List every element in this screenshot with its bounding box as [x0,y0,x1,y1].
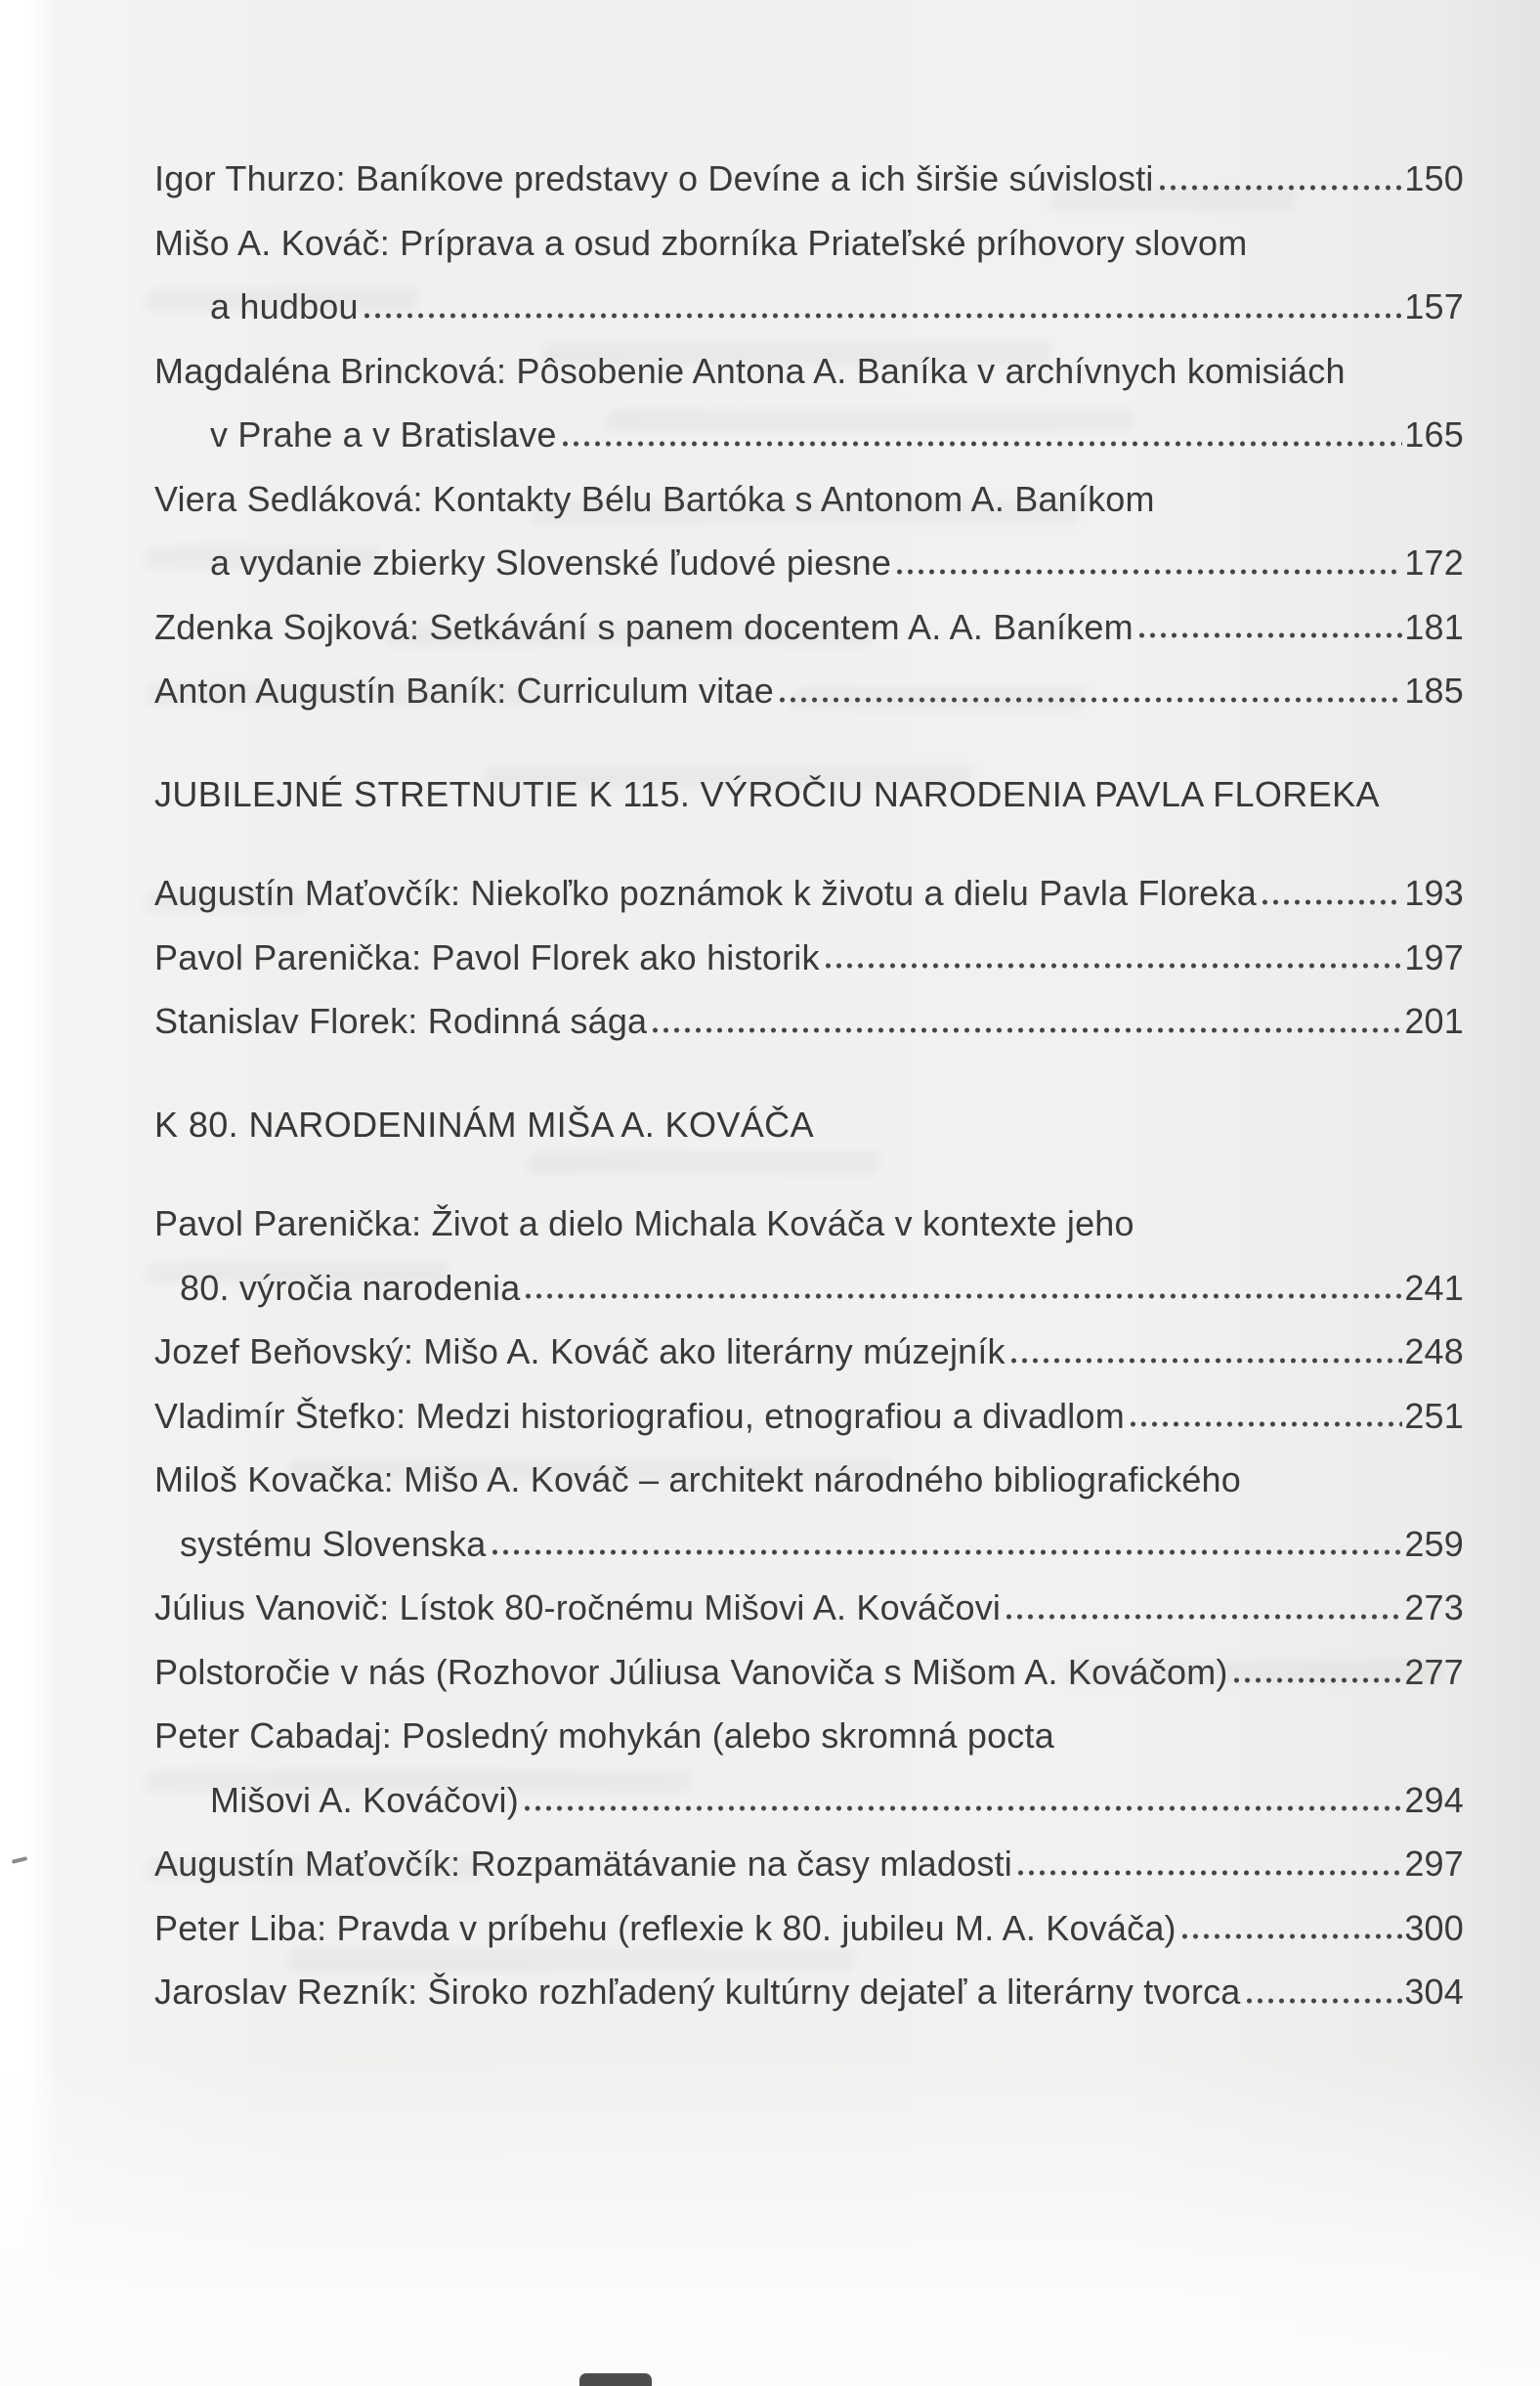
dot-leader [526,1286,1402,1306]
entry-text: Július Vanovič: Lístok 80-ročnému Mišovi A. Kováčovi [154,1587,1002,1627]
dot-leader [364,306,1403,325]
dot-leader [1160,178,1403,197]
entry-text: Anton Augustín Baník: Curriculum vitae [154,671,774,711]
entry-text: Miloš Kovačka: Mišo A. Kováč – architekt národného bibliografického [154,1459,1241,1499]
entry-text: Igor Thurzo: Baníkove predstavy o Devíne a ich širšie súvislosti [154,158,1154,198]
toc-entry-line [154,1448,1464,1512]
dot-leader [1131,1414,1402,1434]
section-heading: K 80. NARODENINÁM MIŠA A. KOVÁČA [154,1104,814,1145]
dot-leader [897,562,1402,582]
toc-entry-line [154,989,1464,1054]
entry-continuation: a hudbou [210,286,359,326]
dot-leader [1018,1863,1402,1883]
toc-entry-line [154,1832,1464,1896]
dot-leader [826,956,1403,976]
entry-text: Polstoročie v nás (Rozhovor Júliusa Vanoviča s Mišom A. Kováčom) [154,1651,1228,1692]
toc-entry-line [154,659,1464,723]
page-number: 157 [1404,286,1464,326]
page-number: 297 [1404,1844,1464,1884]
toc-entry-line [154,275,1464,339]
entry-text: Jozef Beňovský: Mišo A. Kováč ako literárny múzejník [154,1331,1005,1371]
toc-entry-line [154,926,1464,990]
page-number: 165 [1404,414,1464,455]
toc-entry-line [154,595,1464,660]
entry-continuation: 80. výročia narodenia [180,1267,521,1308]
entry-text: Augustín Maťovčík: Niekoľko poznámok k životu a dielu Pavla Floreka [154,873,1257,913]
entry-text: Augustín Maťovčík: Rozpamätávanie na časy mladosti [154,1844,1012,1884]
entry-text: Peter Cabadaj: Posledný mohykán (alebo skromná pocta [154,1715,1054,1756]
toc-entry-line [154,147,1464,211]
entry-continuation: a vydanie zbierky Slovenské ľudové piesne [210,542,892,583]
pen-mark [12,1856,27,1864]
entry-continuation: v Prahe a v Bratislave [210,414,557,455]
entry-text: Pavol Parenička: Život a dielo Michala Kováča v kontexte jeho [154,1203,1134,1243]
page-number: 259 [1404,1523,1464,1564]
page-number: 304 [1404,1972,1464,2012]
dot-leader [653,1020,1402,1040]
dot-leader [563,434,1403,454]
toc-entry-line [154,339,1464,404]
toc [154,147,1464,2024]
page-number: 277 [1404,1651,1464,1692]
page-number: 294 [1404,1779,1464,1820]
page-number: 197 [1404,936,1464,977]
toc-entry-line [154,1960,1464,2024]
toc-entry-line [154,1192,1464,1256]
dot-leader [1182,1927,1403,1946]
page-number: 193 [1404,873,1464,913]
dot-leader [1006,1607,1402,1627]
dot-leader [492,1542,1403,1562]
section-heading: JUBILEJNÉ STRETNUTIE K 115. VÝROČIU NARODENIA PAVLA FLOREKA [154,773,1380,814]
toc-entry-line [154,1896,1464,1961]
toc-entry-line [154,1512,1464,1577]
page-number: 273 [1404,1587,1464,1627]
scan-edge-smudge [579,2373,652,2386]
toc-entry-line [154,1704,1464,1768]
toc-entry-line [154,1384,1464,1449]
entry-text: Pavol Parenička: Pavol Florek ako historik [154,936,820,977]
dot-leader [780,690,1402,710]
dot-leader [1011,1351,1403,1370]
entry-text: Viera Sedláková: Kontakty Bélu Bartóka s Antonom A. Baníkom [154,478,1155,519]
toc-entry-line [154,1768,1464,1833]
page-number: 181 [1404,606,1464,647]
toc-entry-line [154,211,1464,276]
page-number: 300 [1404,1907,1464,1948]
toc-entry-line [154,1576,1464,1640]
page-number: 185 [1404,671,1464,711]
entry-text: Zdenka Sojková: Setkávání s panem docentem A. A. Baníkem [154,606,1134,647]
toc-entry-line [154,861,1464,926]
dot-leader [1262,892,1402,912]
dot-leader [1139,626,1403,645]
entry-continuation: systému Slovenska [180,1523,487,1564]
dot-leader [1247,1991,1403,2011]
toc-entry-line [154,1640,1464,1705]
dot-leader [525,1799,1402,1818]
page-number: 201 [1404,1001,1464,1041]
toc-entry-line [154,1256,1464,1321]
page-number: 172 [1404,542,1464,583]
toc-entry-line [154,1320,1464,1384]
page-number: 251 [1404,1395,1464,1436]
entry-continuation: Mišovi A. Kováčovi) [210,1779,519,1820]
toc-entry-line [154,403,1464,467]
entry-text: Jaroslav Rezník: Široko rozhľadený kultúrny dejateľ a literárny tvorca [154,1972,1241,2012]
toc-entry-line [154,467,1464,532]
entry-text: Mišo A. Kováč: Príprava a osud zborníka Priateľské príhovory slovom [154,222,1248,263]
entry-text: Vladimír Štefko: Medzi historiografiou, etnografiou a divadlom [154,1395,1125,1436]
dot-leader [1234,1670,1403,1690]
toc-entry-line [154,531,1464,595]
page-number: 150 [1404,158,1464,198]
page-number: 241 [1404,1267,1464,1308]
entry-text: Stanislav Florek: Rodinná sága [154,1001,648,1041]
entry-text: Peter Liba: Pravda v príbehu (reflexie k 80. jubileu M. A. Kováča) [154,1907,1176,1948]
entry-text: Magdaléna Brincková: Pôsobenie Antona A. Baníka v archívnych komisiách [154,350,1346,391]
page-number: 248 [1404,1331,1464,1371]
